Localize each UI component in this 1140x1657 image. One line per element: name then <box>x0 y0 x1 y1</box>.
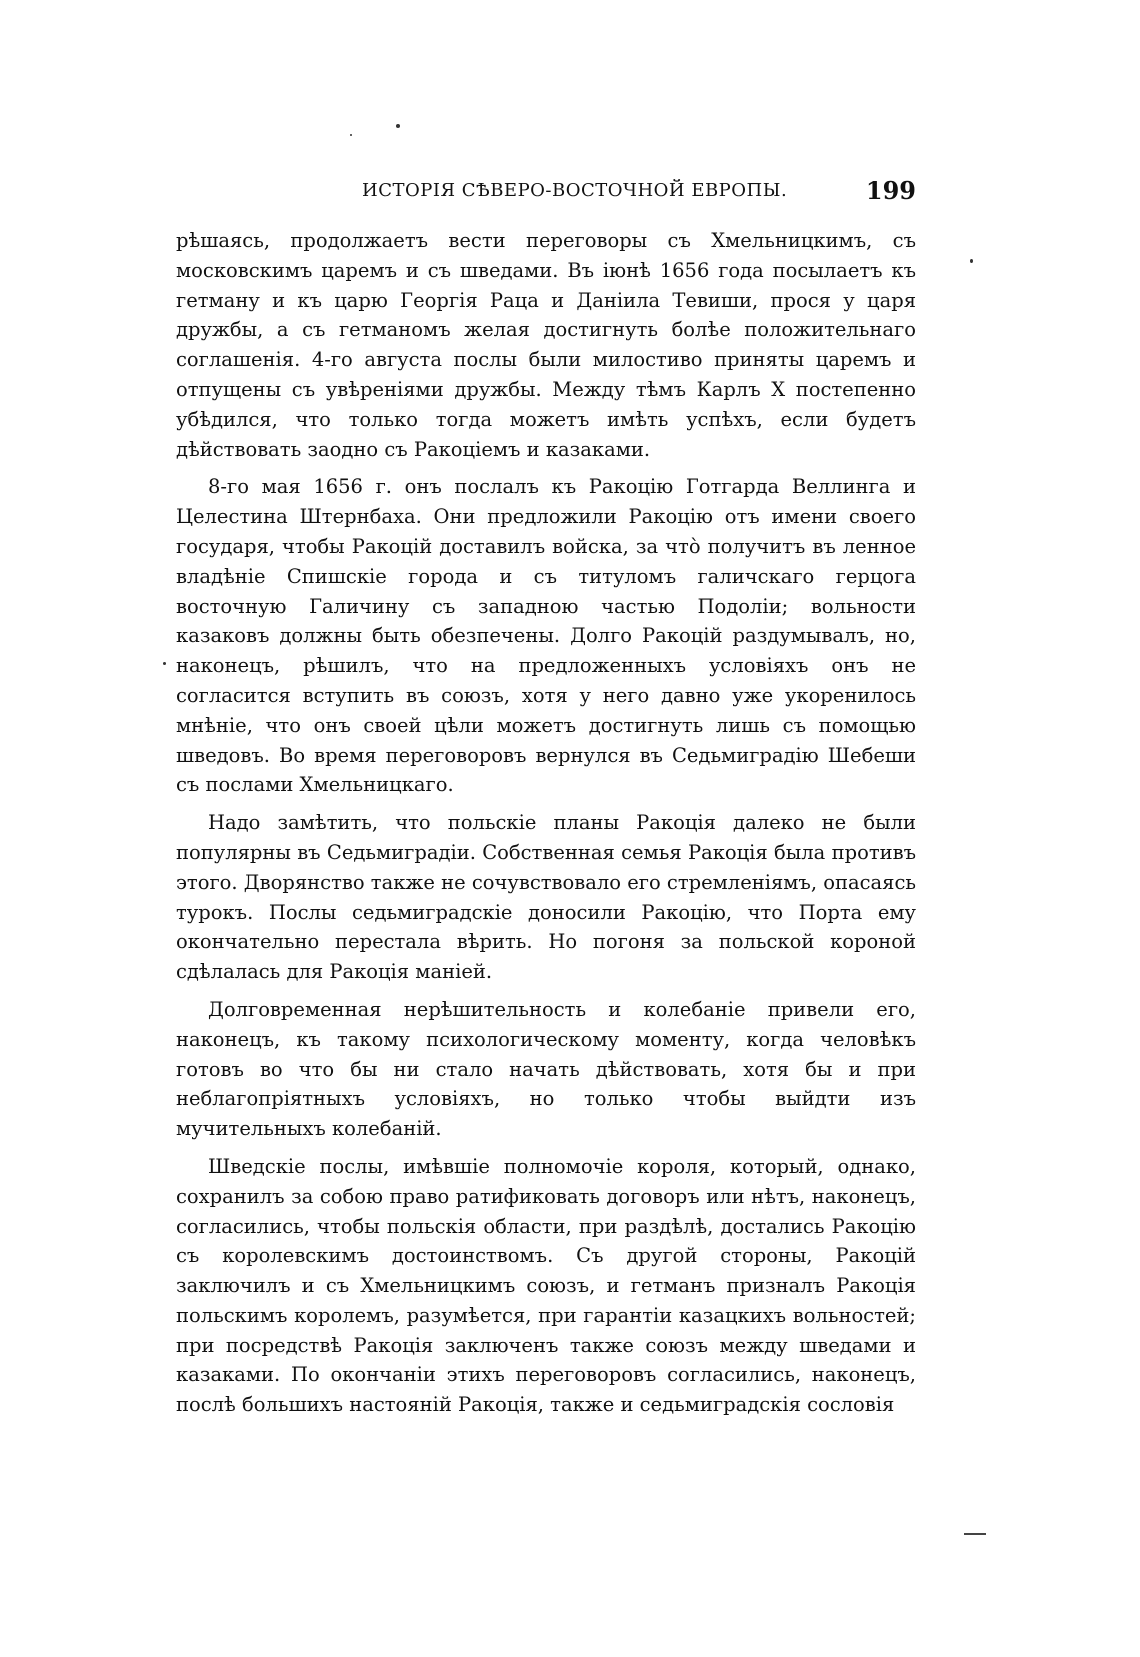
paragraph: Долговременная нерѣшительность и колебаніе привели его, наконецъ, къ такому психологическому моменту, когда человѣкъ готовъ во что бы ни стало начать дѣйствовать, хотя бы и при неблагопріятныхъ условіяхъ, но только чтобы выйдти изъ мучительныхъ колебаній. <box>176 997 916 1141</box>
running-title: ИСТОРІЯ СѢВЕРО-ВОСТОЧНОЙ ЕВРОПЫ. <box>362 180 788 201</box>
page-header <box>176 176 916 210</box>
ink-speck <box>396 124 400 128</box>
body-text <box>176 226 916 1428</box>
scan-edge-mark <box>964 1533 986 1535</box>
page-number: 199 <box>865 176 916 205</box>
paragraph: Надо замѣтить, что польскіе планы Ракоція далеко не были популярны въ Седьмиградіи. Собственная семья Ракоція была противъ этого. Дворянство также не сочувствовало его стремленіямъ, опасаясь турокъ. Послы седьмиградскіе доносили Ракоцію, что Порта ему окончательно перестала вѣрить. Но погоня за польской короной сдѣлалась для Ракоція маніей. <box>176 811 916 984</box>
paragraph: рѣшаясь, продолжаетъ вести переговоры съ Хмельницкимъ, съ московскимъ царемъ и съ шведами. Въ іюнѣ 1656 года посылаетъ къ гетману и къ царю Георгія Раца и Даніила Тевиши, прося у царя дружбы, а съ гетманомъ желая достигнуть болѣе положительнаго соглашенія. 4-го августа послы были милостиво приняты царемъ и отпущены съ увѣреніями дружбы. Между тѣмъ Карлъ X постепенно убѣдился, что только тогда можетъ имѣть успѣхъ, если будетъ дѣйствовать заодно съ Ракоціемъ и казаками. <box>176 229 916 461</box>
paragraph: 8-го мая 1656 г. онъ послалъ къ Ракоцію Готгарда Веллинга и Целестина Штернбаха. Они предложили Ракоцію отъ имени своего государя, чтобы Ракоцій доставилъ войска, за что̀ получитъ въ ленное владѣніе Спишскіе города и съ титуломъ галичскаго герцога восточную Галичину съ западною частью Подоліи; вольности казаковъ должны быть обезпечены. Долго Ракоцій раздумывалъ, но, наконецъ, рѣшилъ, что на предложенныхъ условіяхъ онъ не согласится вступить въ союзъ, хотя у него давно уже укоренилось мнѣніе, что онъ своей цѣли можетъ достигнуть лишь съ помощью шведовъ. Во время переговоровъ вернулся въ Седьмиградію Шебеши съ послами Хмельницкаго. <box>176 475 916 797</box>
ink-speck <box>970 259 973 263</box>
ink-speck <box>163 662 166 665</box>
ink-speck <box>350 134 352 136</box>
paragraph: Шведскіе послы, имѣвшіе полномочіе короля, который, однако, сохранилъ за собою право ратификовать договоръ или нѣтъ, наконецъ, согласились, чтобы польскія области, при раздѣлѣ, достались Ракоцію съ королевскимъ достоинствомъ. Съ другой стороны, Ракоцій заключилъ и съ Хмельницкимъ союзъ, и гетманъ призналъ Ракоція польскимъ королемъ, разумѣется, при гарантіи казацкихъ вольностей; при посредствѣ Ракоція заключенъ также союзъ между шведами и казаками. По окончаніи этихъ переговоровъ согласились, наконецъ, послѣ большихъ настояній Ракоція, также и седьмиградскія сословія <box>176 1154 916 1417</box>
